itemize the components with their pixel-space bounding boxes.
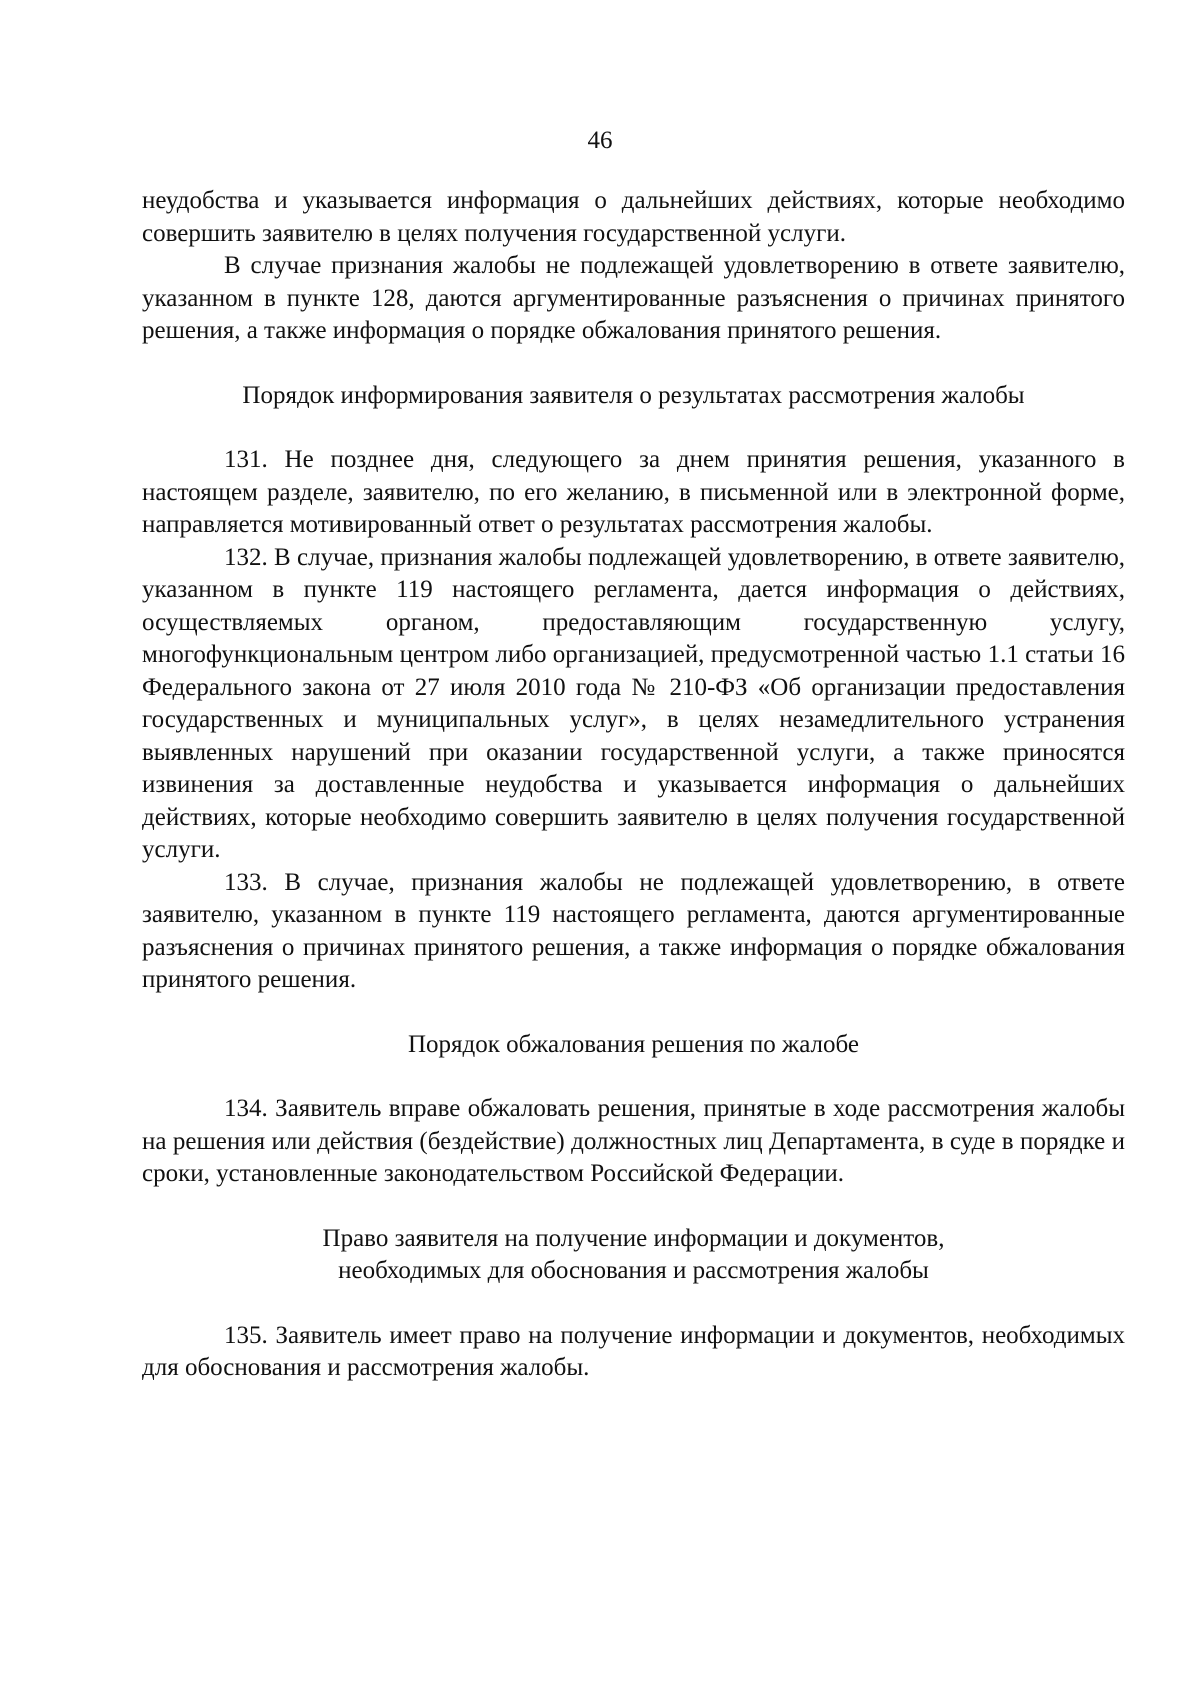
paragraph-133: 133. В случае, признания жалобы не подлежащей удовлетворению, в ответе заявителю, указанном в пункте 119 настоящего регламента, даются аргументированные разъяснения о причинах принятого решения, а также информация о порядке обжалования принятого решения. xyxy=(142,868,1125,993)
section-heading-right-line-2: необходимых для обоснования и рассмотрения жалобы xyxy=(338,1257,929,1284)
paragraph-134: 134. Заявитель вправе обжаловать решения, принятые в ходе рассмотрения жалобы на решения или действия (бездействие) должностных лиц Департамента, в суде в порядке и сроки, установленные законодательством Российской Федерации. xyxy=(142,1095,1125,1187)
section-heading-informing: Порядок информирования заявителя о результатах рассмотрения жалобы xyxy=(242,381,1025,409)
page-number: 46 xyxy=(587,127,613,154)
paragraph-not-satisfied: В случае признания жалобы не подлежащей удовлетворению в ответе заявителю, указанном в пункте 128, даются аргументированные разъяснения о причинах принятого решения, а также информация о порядке обжалования принятого решения. xyxy=(142,252,1125,344)
paragraph-continuation: неудобства и указывается информация о дальнейших действиях, которые необходимо совершить заявителю в целях получения государственной услуги. xyxy=(142,187,1125,247)
section-heading-appeal: Порядок обжалования решения по жалобе xyxy=(407,1030,860,1058)
document-body xyxy=(142,185,1125,1385)
section-heading-right-line-1: Право заявителя на получение информации и документов, xyxy=(322,1224,945,1252)
paragraph-132: 132. В случае, признания жалобы подлежащей удовлетворению, в ответе заявителю, указанном в пункте 119 настоящего регламента, дается информация о действиях, осуществляемых органом, предоставляющим государственную услугу, многофункциональным центром либо организацией, предусмотренной частью 1.1 статьи 16 Федерального закона от 27 июля 2010 года № 210-ФЗ «Об организации предоставления государственных и муниципальных услуг», в целях незамедлительного устранения выявленных нарушений при оказании государственной услуги, а также приносятся извинения за доставленные неудобства и указывается информация о дальнейших действиях, которые необходимо совершить заявителю в целях получения государственной услуги. xyxy=(142,543,1125,863)
paragraph-135: 135. Заявитель имеет право на получение информации и документов, необходимых для обоснования и рассмотрения жалобы. xyxy=(142,1321,1125,1381)
paragraph-131: 131. Не позднее дня, следующего за днем принятия решения, указанного в настоящем разделе, заявителю, по его желанию, в письменной или в электронной форме, направляется мотивированный ответ о результатах рассмотрения жалобы. xyxy=(142,446,1125,538)
